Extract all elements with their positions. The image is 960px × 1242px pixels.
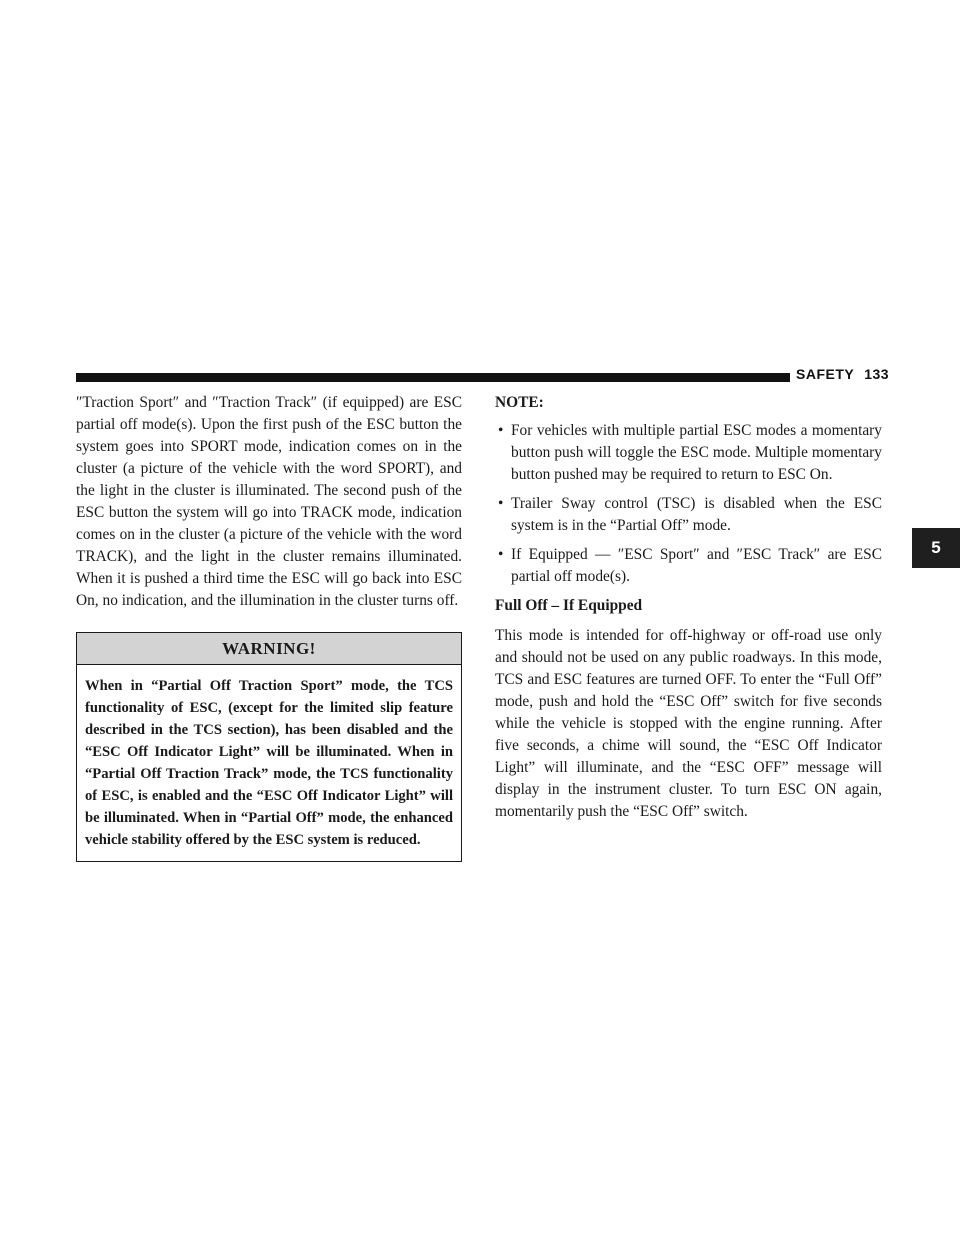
note-item [495,544,882,588]
header-rule [76,373,790,382]
full-off-heading: Full Off – If Equipped [495,597,643,614]
note-label: NOTE: [495,394,544,411]
full-off-paragraph: This mode is intended for off-highway or off-road use only and should not be used on any public roadways. In this mode, TCS and ESC features are turned OFF. To enter the “Full Off” mode, push and hold the “ESC Off” switch for five seconds while the vehicle is stopped with the engine running. After five seconds, a chime will sound, the “ESC Off Indicator Light” will illuminate, and the “ESC OFF” message will display in the instrument cluster. To turn ESC ON again, momentarily push the “ESC Off” switch. [495,627,882,820]
left-column [76,392,462,862]
note-list [495,420,882,588]
note-text: Trailer Sway control (TSC) is disabled when the ESC system is in the “Partial Off” mode. [511,495,882,534]
warning-box [76,632,462,862]
note-text: If Equipped — ″ESC Sport″ and ″ESC Track″ are ESC partial off mode(s). [511,546,882,585]
page-number: 133 [864,366,890,382]
right-column [495,392,882,823]
bullet-icon: • [498,495,504,512]
note-item [495,420,882,486]
note-item [495,493,882,537]
warning-text: When in “Partial Off Traction Sport” mode, the TCS functionality of ESC, (except for the limited slip feature described in the TCS section), has been disabled and the “ESC Off Indicator Light” will be illuminated. When in “Partial Off Traction Track” mode, the TCS functionality of ESC, is enabled and the “ESC Off Indicator Light” will be illuminated. When in “Partial Off” mode, the enhanced vehicle stability offered by the ESC system is reduced. [85,678,453,848]
warning-title: WARNING! [77,633,461,665]
note-text: For vehicles with multiple partial ESC modes a momentary button push will toggle the ESC mode. Multiple momentary button pushed may be required to return to ESC On. [511,422,882,483]
running-header [796,366,889,382]
bullet-icon: • [498,422,504,439]
traction-modes-paragraph: ″Traction Sport″ and ″Traction Track″ (if equipped) are ESC partial off mode(s). Upon the first push of the ESC button the system goes into SPORT mode, indication comes on in the cluster (a picture of the vehicle with the word SPORT), and the light in the cluster is illuminated. The second push of the ESC button the system will go into TRACK mode, indication comes on in the cluster (a picture of the vehicle with the word TRACK), and the light in the cluster remains illuminated. When it is pushed a third time the ESC will go back into ESC On, no indication, and the illumination in the cluster turns off. [76,394,462,609]
section-title: SAFETY [796,366,855,382]
bullet-icon: • [498,546,504,563]
chapter-tab: 5 [912,528,960,568]
